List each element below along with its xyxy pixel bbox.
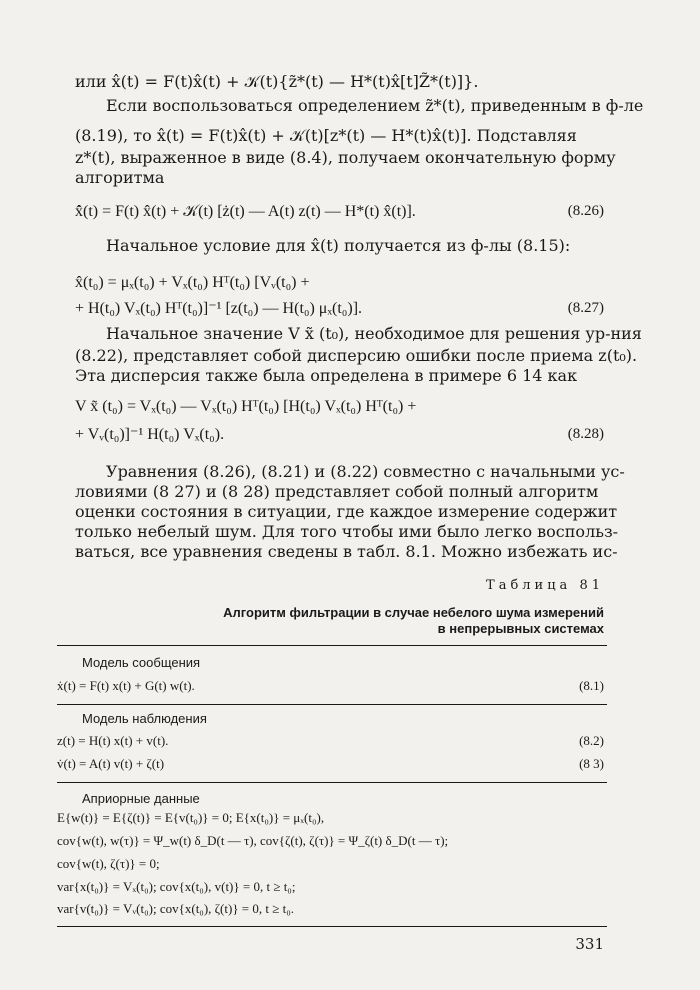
table-section-label: Модель наблюдения xyxy=(82,711,207,726)
table-equation-number: (8.2) xyxy=(579,733,604,748)
text-line: Если воспользоваться определением z̃*(t), приведенным в ф-ле xyxy=(106,96,644,115)
text-line: алгоритма xyxy=(75,168,165,187)
equation-8-27-line1: x̂(t₀) = μₓ(t₀) + Vₓ(t₀) Hᵀ(t₀) [Vᵥ(t₀) + xyxy=(75,274,310,291)
text-line: (8.19), то x̂(t) = F(t)x̂(t) + 𝒦(t)[z*(t) — H*(t)x̂(t)]. Подставляя xyxy=(75,126,577,145)
equation-number: (8.27) xyxy=(567,300,604,316)
table-equation: E{w(t)} = E{ζ(t)} = E{v(t₀)} = 0; E{x(t₀)} = μₓ(t₀), xyxy=(57,810,325,825)
equation-8-27-line2: + H(t₀) Vₓ(t₀) Hᵀ(t₀)]⁻¹ [z(t₀) — H(t₀) μₓ(t₀)]. xyxy=(75,300,363,317)
text-line: или x̂(t) = F(t)x̂(t) + 𝒦(t){z̃*(t) — H*(t)x̂[t]Z̃*(t)]}. xyxy=(75,72,479,91)
text-line: только небелый шум. Для того чтобы ими было легко воспольз- xyxy=(75,522,619,541)
table-title-line2: в непрерывных системах xyxy=(437,621,604,636)
text-line: Эта дисперсия также была определена в примере 6 14 как xyxy=(75,366,578,385)
table-title-line1: Алгоритм фильтрации в случае небелого шума измерений xyxy=(223,605,604,620)
table-section-label: Модель сообщения xyxy=(82,655,201,670)
table-rule xyxy=(57,782,607,783)
equation-number: (8.28) xyxy=(567,426,604,442)
text-line: ловиями (8 27) и (8 28) представляет собой полный алгоритм xyxy=(75,482,599,501)
table-equation: var{v(t₀)} = Vᵥ(t₀); cov{x(t₀), ζ(t)} = 0, t ≥ t₀. xyxy=(57,901,295,916)
text-line: оценки состояния в ситуации, где каждое измерение содержит xyxy=(75,502,618,521)
equation-8-28-line2: + Vᵥ(t₀)]⁻¹ H(t₀) Vₓ(t₀). xyxy=(75,426,225,443)
table-equation: cov{w(t), w(τ)} = Ψ_w(t) δ_D(t — τ), cov{ζ(t), ζ(τ)} = Ψ_ζ(t) δ_D(t — τ); xyxy=(57,833,449,848)
page-number: 331 xyxy=(575,935,604,953)
table-equation: var{x(t₀)} = Vₓ(t₀); cov{x(t₀), v(t)} = 0, t ≥ t₀; xyxy=(57,879,296,894)
table-equation-number: (8.1) xyxy=(579,678,604,693)
table-section-label: Априорные данные xyxy=(82,791,200,806)
text-line: Уравнения (8.26), (8.21) и (8.22) совместно с начальными ус- xyxy=(106,462,625,481)
table-caption: Таблица 81 xyxy=(486,578,604,593)
table-rule xyxy=(57,926,607,927)
table-equation: ẋ(t) = F(t) x(t) + G(t) w(t). xyxy=(57,678,195,693)
equation-number: (8.26) xyxy=(567,203,604,219)
table-equation: cov{w(t), ζ(τ)} = 0; xyxy=(57,856,160,871)
text-line: z*(t), выраженное в виде (8.4), получаем окончательную форму xyxy=(75,148,616,167)
text-line: ваться, все уравнения сведены в табл. 8.1. Можно избежать ис- xyxy=(75,542,618,561)
table-equation-number: (8 3) xyxy=(579,756,604,771)
table-equation: v̇(t) = A(t) v(t) + ζ(t) xyxy=(57,756,165,771)
equation-8-28-line1: V x̃ (t₀) = Vₓ(t₀) — Vₓ(t₀) Hᵀ(t₀) [H(t₀) Vₓ(t₀) Hᵀ(t₀) + xyxy=(75,398,417,415)
table-rule xyxy=(57,704,607,705)
text-line: (8.22), представляет собой дисперсию ошибки после приема z(t₀). xyxy=(75,346,638,365)
table-rule xyxy=(57,645,607,646)
table-equation: z(t) = H(t) x(t) + v(t). xyxy=(57,733,169,748)
text-line: Начальное значение V x̃ (t₀), необходимое для решения ур-ния xyxy=(106,324,642,343)
equation-8-26: x̂̇(t) = F(t) x̂(t) + 𝒦(t) [ż(t) — A(t) z(t) — H*(t) x̂(t)]. xyxy=(75,203,416,220)
text-line: Начальное условие для x̂(t) получается из ф-лы (8.15): xyxy=(106,236,571,255)
